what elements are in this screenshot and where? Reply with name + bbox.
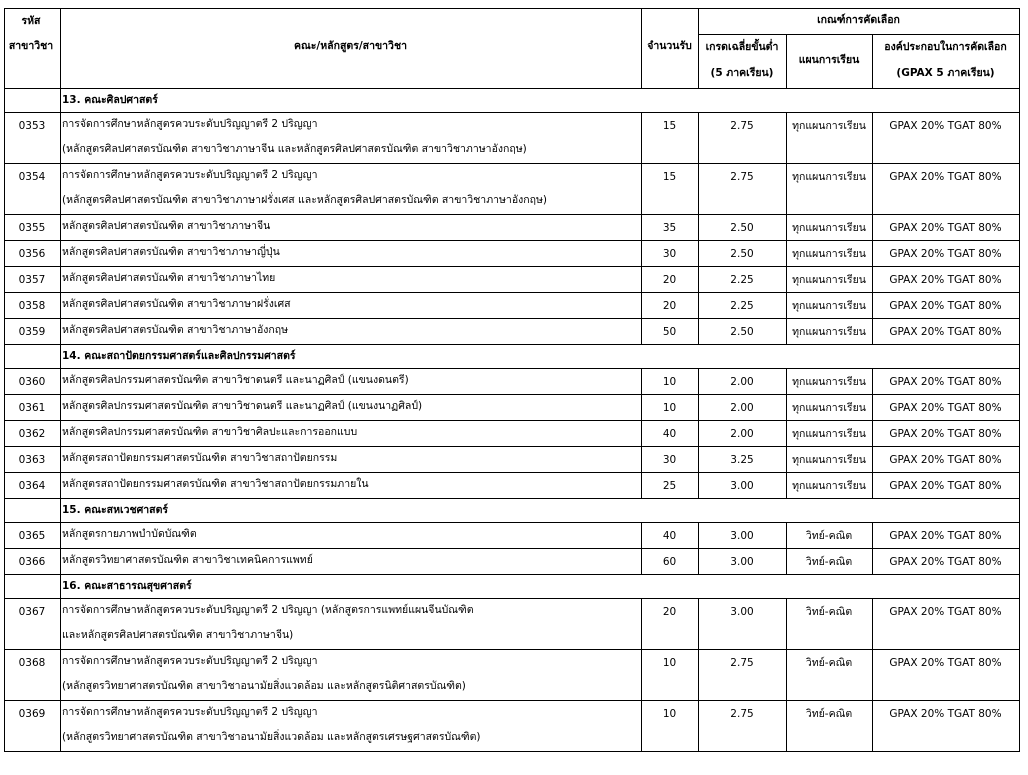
row-border — [641, 598, 642, 649]
row-border — [872, 112, 873, 163]
header-gpa-line2: (5 ภาคเรียน) — [710, 67, 774, 79]
program-name-line: (หลักสูตรศิลปศาสตรบัณฑิต สาขาวิชาภาษาจีน และหลักสูตรศิลปศาสตรบัณฑิต สาขาวิชาภาษาอังกฤษ) — [62, 143, 527, 155]
row-border — [60, 420, 61, 446]
seats-value: 30 — [662, 454, 677, 466]
row-border — [641, 472, 642, 498]
row-border — [60, 112, 61, 163]
program-name-line: หลักสูตรศิลปกรรมศาสตรบัณฑิต สาขาวิชาศิลปะและการออกแบบ — [62, 426, 358, 438]
row-border — [698, 163, 699, 214]
header-col-line — [786, 34, 787, 88]
row-border — [1019, 292, 1020, 318]
row-border — [1019, 498, 1020, 522]
row-border — [698, 240, 699, 266]
study-plan-value: ทุกแผนการเรียน — [792, 248, 866, 260]
row-border — [4, 292, 5, 318]
row-divider — [4, 472, 1020, 473]
row-border — [1019, 163, 1020, 214]
row-border — [60, 214, 61, 240]
row-divider — [4, 240, 1020, 241]
row-divider — [4, 266, 1020, 267]
row-border — [698, 112, 699, 163]
row-divider — [4, 446, 1020, 447]
program-name-line: หลักสูตรศิลปศาสตรบัณฑิต สาขาวิชาภาษาอังกฤษ — [62, 324, 289, 336]
selection-components-value: GPAX 20% TGAT 80% — [889, 326, 1002, 338]
row-divider — [4, 394, 1020, 395]
row-border — [1019, 394, 1020, 420]
seats-value: 20 — [662, 274, 677, 286]
seats-value: 20 — [662, 300, 677, 312]
row-divider — [4, 292, 1020, 293]
row-border — [1019, 214, 1020, 240]
row-divider — [4, 498, 1020, 499]
selection-components-value: GPAX 20% TGAT 80% — [889, 274, 1002, 286]
min-gpa-value: 2.75 — [730, 171, 754, 183]
row-divider — [4, 420, 1020, 421]
row-divider — [4, 344, 1020, 345]
row-border — [786, 598, 787, 649]
seats-value: 15 — [662, 171, 677, 183]
selection-components-value: GPAX 20% TGAT 80% — [889, 402, 1002, 414]
header-col-line — [641, 8, 642, 88]
selection-components-value: GPAX 20% TGAT 80% — [889, 222, 1002, 234]
row-divider — [4, 522, 1020, 523]
min-gpa-value: 2.75 — [730, 708, 754, 720]
table-top-border — [4, 8, 1020, 9]
min-gpa-value: 2.75 — [730, 120, 754, 132]
study-plan-value: วิทย์-คณิต — [805, 657, 853, 669]
program-name-line: หลักสูตรศิลปศาสตรบัณฑิต สาขาวิชาภาษาฝรั่งเศส — [62, 298, 291, 310]
row-border — [786, 700, 787, 751]
row-border — [641, 394, 642, 420]
seats-value: 30 — [662, 248, 677, 260]
selection-components-value: GPAX 20% TGAT 80% — [889, 530, 1002, 542]
program-code: 0354 — [18, 171, 46, 183]
seats-value: 50 — [662, 326, 677, 338]
row-border — [4, 344, 5, 368]
header-gpa-line1: เกรดเฉลี่ยขั้นต่ำ — [705, 41, 779, 53]
program-code: 0357 — [18, 274, 46, 286]
row-border — [4, 394, 5, 420]
row-border — [872, 163, 873, 214]
row-border — [4, 112, 5, 163]
min-gpa-value: 2.00 — [730, 376, 754, 388]
row-border — [60, 163, 61, 214]
study-plan-value: ทุกแผนการเรียน — [792, 326, 866, 338]
header-col-line — [872, 34, 873, 88]
row-border — [641, 163, 642, 214]
header-col-line — [60, 8, 61, 88]
row-border — [1019, 318, 1020, 344]
seats-value: 20 — [662, 606, 677, 618]
study-plan-value: วิทย์-คณิต — [805, 708, 853, 720]
program-name-line: หลักสูตรสถาปัตยกรรมศาสตรบัณฑิต สาขาวิชาสถาปัตยกรรมภายใน — [62, 478, 369, 490]
row-border — [786, 240, 787, 266]
selection-components-value: GPAX 20% TGAT 80% — [889, 708, 1002, 720]
program-name-line: และหลักสูตรศิลปศาสตรบัณฑิต สาขาวิชาภาษาจีน) — [62, 629, 294, 641]
row-border — [698, 649, 699, 700]
study-plan-value: ทุกแผนการเรียน — [792, 222, 866, 234]
program-code: 0356 — [18, 248, 46, 260]
row-divider — [4, 598, 1020, 599]
selection-components-value: GPAX 20% TGAT 80% — [889, 171, 1002, 183]
header-code-line1: รหัส — [21, 15, 41, 27]
seats-value: 10 — [662, 657, 677, 669]
row-border — [1019, 700, 1020, 751]
program-code: 0360 — [18, 376, 46, 388]
program-code: 0367 — [18, 606, 46, 618]
row-border — [60, 318, 61, 344]
study-plan-value: ทุกแผนการเรียน — [792, 300, 866, 312]
faculty-heading: 13. คณะศิลปศาสตร์ — [62, 94, 158, 106]
row-border — [872, 368, 873, 394]
row-border — [4, 649, 5, 700]
row-border — [4, 240, 5, 266]
program-name-line: (หลักสูตรวิทยาศาสตรบัณฑิต สาขาวิชาอนามัยสิ่งแวดล้อม และหลักสูตรนิติศาสตรบัณฑิต) — [62, 680, 466, 692]
row-border — [641, 240, 642, 266]
study-plan-value: ทุกแผนการเรียน — [792, 171, 866, 183]
program-name-line: หลักสูตรกายภาพบำบัดบัณฑิต — [62, 528, 197, 540]
faculty-heading: 14. คณะสถาปัตยกรรมศาสตร์และศิลปกรรมศาสตร์ — [62, 350, 296, 362]
program-name-line: หลักสูตรศิลปศาสตรบัณฑิต สาขาวิชาภาษาไทย — [62, 272, 276, 284]
row-border — [4, 548, 5, 574]
row-border — [4, 498, 5, 522]
program-code: 0368 — [18, 657, 46, 669]
row-border — [1019, 522, 1020, 548]
program-name-line: หลักสูตรศิลปกรรมศาสตรบัณฑิต สาขาวิชาดนตรี และนาฏศิลป์ (แขนงดนตรี) — [62, 374, 409, 386]
row-border — [4, 163, 5, 214]
seats-value: 40 — [662, 428, 677, 440]
row-border — [698, 522, 699, 548]
study-plan-value: ทุกแผนการเรียน — [792, 480, 866, 492]
row-border — [698, 318, 699, 344]
program-name-line: หลักสูตรศิลปศาสตรบัณฑิต สาขาวิชาภาษาญี่ปุ่น — [62, 246, 280, 258]
row-divider — [4, 548, 1020, 549]
header-plan: แผนการเรียน — [798, 54, 860, 66]
row-border — [872, 420, 873, 446]
row-border — [698, 368, 699, 394]
study-plan-value: ทุกแผนการเรียน — [792, 402, 866, 414]
row-border — [60, 394, 61, 420]
row-border — [60, 266, 61, 292]
header-comp-line1: องค์ประกอบในการคัดเลือก — [884, 41, 1007, 53]
row-border — [4, 368, 5, 394]
seats-value: 10 — [662, 708, 677, 720]
seats-value: 10 — [662, 376, 677, 388]
seats-value: 40 — [662, 530, 677, 542]
row-divider — [4, 574, 1020, 575]
selection-components-value: GPAX 20% TGAT 80% — [889, 480, 1002, 492]
row-border — [786, 214, 787, 240]
row-border — [786, 368, 787, 394]
row-border — [1019, 88, 1020, 112]
row-border — [641, 522, 642, 548]
row-border — [4, 266, 5, 292]
row-border — [641, 548, 642, 574]
min-gpa-value: 2.75 — [730, 657, 754, 669]
program-code: 0358 — [18, 300, 46, 312]
row-border — [4, 214, 5, 240]
selection-components-value: GPAX 20% TGAT 80% — [889, 376, 1002, 388]
row-divider — [4, 700, 1020, 701]
min-gpa-value: 2.00 — [730, 428, 754, 440]
study-plan-value: วิทย์-คณิต — [805, 606, 853, 618]
row-border — [872, 394, 873, 420]
study-plan-value: วิทย์-คณิต — [805, 530, 853, 542]
program-code: 0365 — [18, 530, 46, 542]
min-gpa-value: 2.00 — [730, 402, 754, 414]
row-border — [1019, 344, 1020, 368]
min-gpa-value: 3.00 — [730, 606, 754, 618]
row-border — [698, 292, 699, 318]
program-code: 0366 — [18, 556, 46, 568]
study-plan-value: วิทย์-คณิต — [805, 556, 853, 568]
row-border — [1019, 548, 1020, 574]
min-gpa-value: 3.00 — [730, 556, 754, 568]
row-border — [872, 214, 873, 240]
program-name-line: การจัดการศึกษาหลักสูตรควบระดับปริญญาตรี 2 ปริญญา — [62, 169, 318, 181]
row-border — [641, 318, 642, 344]
selection-components-value: GPAX 20% TGAT 80% — [889, 120, 1002, 132]
row-border — [786, 394, 787, 420]
program-name-line: การจัดการศึกษาหลักสูตรควบระดับปริญญาตรี 2 ปริญญา — [62, 655, 318, 667]
row-divider — [4, 163, 1020, 164]
row-divider — [4, 112, 1020, 113]
row-border — [60, 649, 61, 700]
program-code: 0361 — [18, 402, 46, 414]
row-border — [698, 548, 699, 574]
min-gpa-value: 2.50 — [730, 326, 754, 338]
row-border — [60, 240, 61, 266]
selection-components-value: GPAX 20% TGAT 80% — [889, 428, 1002, 440]
row-border — [698, 598, 699, 649]
selection-components-value: GPAX 20% TGAT 80% — [889, 657, 1002, 669]
row-border — [1019, 446, 1020, 472]
row-border — [60, 472, 61, 498]
selection-components-value: GPAX 20% TGAT 80% — [889, 606, 1002, 618]
row-border — [60, 498, 61, 522]
row-border — [872, 266, 873, 292]
header-comp-line2: (GPAX 5 ภาคเรียน) — [896, 67, 995, 79]
row-border — [872, 649, 873, 700]
selection-components-value: GPAX 20% TGAT 80% — [889, 556, 1002, 568]
header-bottom-border — [4, 88, 1020, 89]
program-code: 0359 — [18, 326, 46, 338]
row-border — [1019, 112, 1020, 163]
header-col-line — [1019, 8, 1020, 88]
row-border — [1019, 598, 1020, 649]
min-gpa-value: 3.00 — [730, 480, 754, 492]
row-border — [4, 420, 5, 446]
row-border — [698, 472, 699, 498]
program-name-line: (หลักสูตรวิทยาศาสตรบัณฑิต สาขาวิชาอนามัยสิ่งแวดล้อม และหลักสูตรเศรษฐศาสตรบัณฑิต) — [62, 731, 481, 743]
header-criteria: เกณฑ์การคัดเลือก — [817, 14, 900, 26]
criteria-divider — [698, 34, 1020, 35]
row-border — [698, 266, 699, 292]
row-border — [786, 163, 787, 214]
row-border — [641, 292, 642, 318]
program-name-line: (หลักสูตรศิลปศาสตรบัณฑิต สาขาวิชาภาษาฝรั่งเศส และหลักสูตรศิลปศาสตรบัณฑิต สาขาวิชาภาษาอังกฤษ) — [62, 194, 547, 206]
program-name-line: การจัดการศึกษาหลักสูตรควบระดับปริญญาตรี 2 ปริญญา (หลักสูตรการแพทย์แผนจีนบัณฑิต — [62, 604, 474, 616]
row-border — [1019, 240, 1020, 266]
min-gpa-value: 2.50 — [730, 222, 754, 234]
program-name-line: หลักสูตรสถาปัตยกรรมศาสตรบัณฑิต สาขาวิชาสถาปัตยกรรม — [62, 452, 338, 464]
row-border — [641, 266, 642, 292]
row-border — [1019, 472, 1020, 498]
program-code: 0369 — [18, 708, 46, 720]
header-program: คณะ/หลักสูตร/สาขาวิชา — [294, 40, 407, 52]
row-border — [4, 318, 5, 344]
row-border — [4, 598, 5, 649]
row-border — [60, 344, 61, 368]
row-divider — [4, 751, 1020, 752]
row-border — [698, 394, 699, 420]
min-gpa-value: 2.25 — [730, 300, 754, 312]
faculty-heading: 15. คณะสหเวชศาสตร์ — [62, 504, 169, 516]
row-divider — [4, 318, 1020, 319]
row-border — [641, 112, 642, 163]
row-border — [872, 472, 873, 498]
seats-value: 60 — [662, 556, 677, 568]
row-border — [60, 446, 61, 472]
row-border — [4, 472, 5, 498]
row-border — [60, 548, 61, 574]
row-border — [641, 649, 642, 700]
row-border — [641, 214, 642, 240]
row-border — [60, 292, 61, 318]
row-border — [1019, 649, 1020, 700]
row-border — [60, 522, 61, 548]
program-code: 0355 — [18, 222, 46, 234]
row-border — [60, 574, 61, 598]
min-gpa-value: 2.50 — [730, 248, 754, 260]
row-border — [698, 420, 699, 446]
program-name-line: การจัดการศึกษาหลักสูตรควบระดับปริญญาตรี 2 ปริญญา — [62, 706, 318, 718]
min-gpa-value: 3.00 — [730, 530, 754, 542]
row-border — [786, 318, 787, 344]
row-border — [60, 368, 61, 394]
row-divider — [4, 368, 1020, 369]
row-border — [4, 700, 5, 751]
row-border — [698, 214, 699, 240]
row-border — [872, 598, 873, 649]
seats-value: 25 — [662, 480, 677, 492]
row-border — [872, 240, 873, 266]
row-border — [786, 292, 787, 318]
row-border — [641, 368, 642, 394]
program-name-line: หลักสูตรศิลปกรรมศาสตรบัณฑิต สาขาวิชาดนตรี และนาฏศิลป์ (แขนงนาฏศิลป์) — [62, 400, 423, 412]
row-border — [698, 446, 699, 472]
study-plan-value: ทุกแผนการเรียน — [792, 120, 866, 132]
row-border — [641, 700, 642, 751]
row-border — [1019, 420, 1020, 446]
row-border — [786, 649, 787, 700]
row-border — [786, 266, 787, 292]
row-border — [1019, 574, 1020, 598]
selection-components-value: GPAX 20% TGAT 80% — [889, 454, 1002, 466]
row-border — [786, 112, 787, 163]
row-border — [641, 446, 642, 472]
program-code: 0363 — [18, 454, 46, 466]
seats-value: 15 — [662, 120, 677, 132]
row-border — [698, 700, 699, 751]
faculty-heading: 16. คณะสาธารณสุขศาสตร์ — [62, 580, 192, 592]
row-border — [4, 574, 5, 598]
row-border — [872, 700, 873, 751]
row-border — [1019, 368, 1020, 394]
program-code: 0364 — [18, 480, 46, 492]
row-border — [872, 292, 873, 318]
row-border — [872, 318, 873, 344]
row-border — [786, 472, 787, 498]
row-border — [641, 420, 642, 446]
min-gpa-value: 2.25 — [730, 274, 754, 286]
row-divider — [4, 214, 1020, 215]
header-seats: จำนวนรับ — [647, 40, 692, 52]
row-border — [786, 420, 787, 446]
row-border — [4, 88, 5, 112]
row-border — [60, 88, 61, 112]
min-gpa-value: 3.25 — [730, 454, 754, 466]
row-divider — [4, 649, 1020, 650]
row-border — [786, 446, 787, 472]
program-code: 0362 — [18, 428, 46, 440]
row-border — [4, 446, 5, 472]
row-border — [60, 598, 61, 649]
study-plan-value: ทุกแผนการเรียน — [792, 428, 866, 440]
row-border — [1019, 266, 1020, 292]
seats-value: 35 — [662, 222, 677, 234]
row-border — [4, 522, 5, 548]
study-plan-value: ทุกแผนการเรียน — [792, 376, 866, 388]
row-border — [60, 700, 61, 751]
row-border — [872, 446, 873, 472]
study-plan-value: ทุกแผนการเรียน — [792, 274, 866, 286]
seats-value: 10 — [662, 402, 677, 414]
selection-components-value: GPAX 20% TGAT 80% — [889, 300, 1002, 312]
row-border — [872, 548, 873, 574]
header-code-line2: สาขาวิชา — [8, 40, 54, 52]
program-name-line: หลักสูตรวิทยาศาสตรบัณฑิต สาขาวิชาเทคนิคการแพทย์ — [62, 554, 313, 566]
selection-components-value: GPAX 20% TGAT 80% — [889, 248, 1002, 260]
row-border — [786, 548, 787, 574]
program-code: 0353 — [18, 120, 46, 132]
program-name-line: หลักสูตรศิลปศาสตรบัณฑิต สาขาวิชาภาษาจีน — [62, 220, 271, 232]
program-name-line: การจัดการศึกษาหลักสูตรควบระดับปริญญาตรี 2 ปริญญา — [62, 118, 318, 130]
row-border — [872, 522, 873, 548]
row-border — [786, 522, 787, 548]
header-col-line — [698, 8, 699, 88]
study-plan-value: ทุกแผนการเรียน — [792, 454, 866, 466]
header-col-line — [4, 8, 5, 88]
